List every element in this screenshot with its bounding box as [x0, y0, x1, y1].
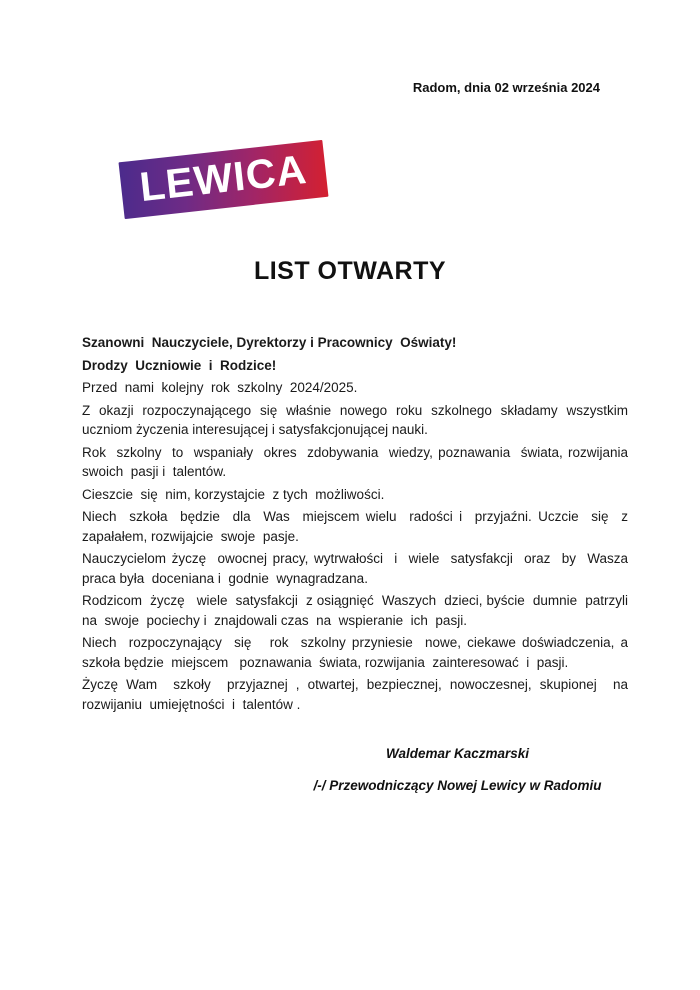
letter-paragraph-4: Cieszcie się nim, korzystajcie z tych możliwości. — [82, 486, 385, 502]
lewica-logo — [118, 140, 328, 219]
letter-body — [82, 333, 636, 717]
letter-paragraph-9: Życzę Wam szkoły przyjaznej , otwartej, bezpiecznej, nowoczesnej, skupionej na rozwijaniu umiejętności i talentów . — [82, 677, 632, 712]
letter-paragraph-7: Rodzicom życzę wiele satysfakcji z osiągnięć Waszych dzieci, byście dumnie patrzyli na swoje pociechy i znajdowali czas na wspieranie ich pasji. — [82, 593, 632, 628]
letter-paragraph-2: Z okazji rozpoczynającego się właśnie nowego roku szkolnego składamy wszystkim uczniom życzenia interesującej i satysfakcjonującej nauki. — [82, 402, 632, 437]
letter-paragraph-8: Niech rozpoczynający się rok szkolny przyniesie nowe, ciekawe doświadczenia, a szkoła będzie miejscem poznawania świata, rozwijania zainteresować i pasji. — [82, 635, 636, 670]
lewica-logo-text: LEWICA — [137, 145, 310, 211]
letter-paragraph-6: Nauczycielom życzę owocnej pracy, wytrwałości i wiele satysfakcji oraz by Wasza praca była doceniana i godnie wynagradzana. — [82, 551, 636, 586]
salutation-line-2: Drodzy Uczniowie i Rodzice! — [82, 357, 277, 373]
signature-role: /-/ Przewodniczący Nowej Lewicy w Radomiu — [313, 777, 602, 793]
signature-name: Waldemar Kaczmarski — [385, 746, 530, 761]
date-line: Radom, dnia 02 września 2024 — [412, 80, 600, 95]
letter-paragraph-5: Niech szkoła będzie dla Was miejscem wielu radości i przyjaźni. Uczcie się z zapałałem, rozwijajcie swoje pasje. — [82, 509, 632, 544]
letter-title: LIST OTWARTY — [253, 257, 447, 285]
signature-block — [295, 744, 620, 807]
letter-paragraph-1: Przed nami kolejny rok szkolny 2024/2025. — [82, 380, 358, 395]
salutation-line-1: Szanowni Nauczyciele, Dyrektorzy i Pracownicy Oświaty! — [82, 335, 457, 350]
letter-paragraph-3: Rok szkolny to wspaniały okres zdobywania wiedzy, poznawania świata, rozwijania swoich pasji i talentów. — [82, 444, 632, 479]
